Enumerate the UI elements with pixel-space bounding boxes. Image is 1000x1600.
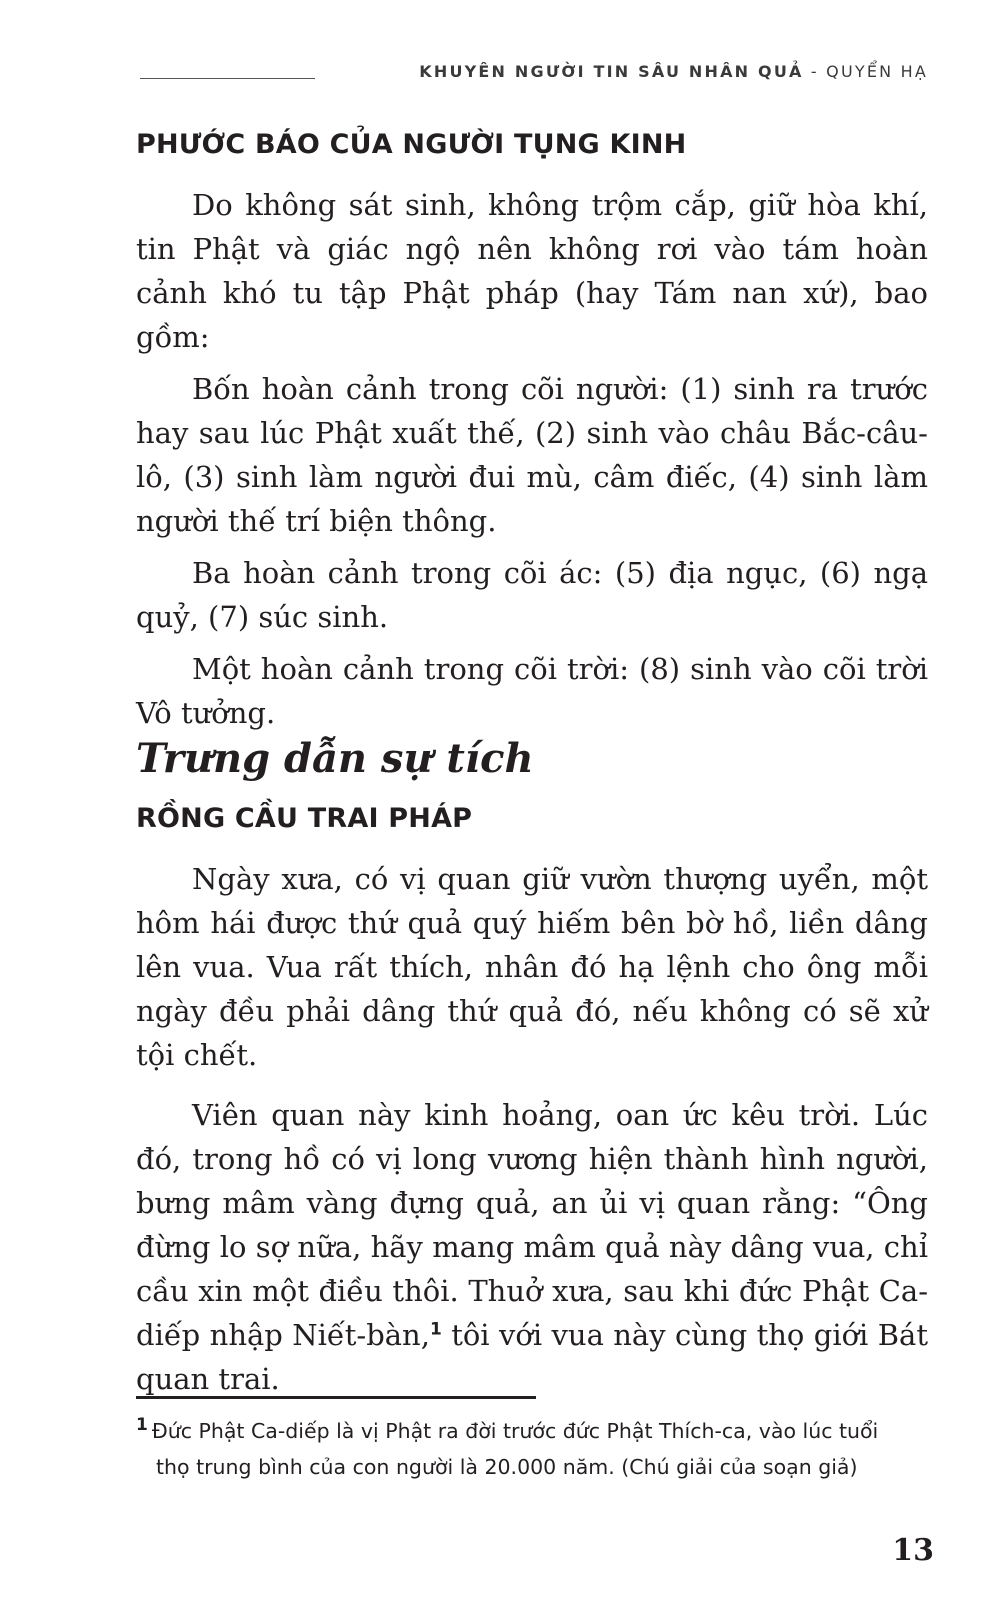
footnote-rule — [136, 1396, 536, 1399]
footnote-line — [136, 1415, 879, 1443]
paragraph: Do không sát sinh, không trộm cắp, giữ hòa khí, tin Phật và giác ngộ nên không rơi vào tám hoàn cảnh khó tu tập Phật pháp (hay Tám nan xứ), bao gồm: — [136, 188, 928, 354]
running-head — [419, 62, 928, 81]
section-heading: PHƯỚC BÁO CỦA NGƯỜI TỤNG KINH — [136, 129, 687, 160]
paragraph: Một hoàn cảnh trong cõi trời: (8) sinh vào cõi trời Vô tưởng. — [136, 652, 928, 730]
page-number: 13 — [892, 1533, 934, 1568]
paragraph-text: Viên quan này kinh hoảng, oan ức kêu trời. Lúc đó, trong hồ có vị long vương hiện thành hình người, bưng mâm vàng đựng quả, an ủi vị quan rằng: “Ông đừng lo sợ nữa, hãy mang mâm quả này dâng vua, chỉ cầu xin một điều thôi. Thuở xưa, sau khi đức Phật Ca-diếp nhập Niết-bàn, — [136, 1098, 928, 1352]
footnote-line: thọ trung bình của con người là 20.000 năm. (Chú giải của soạn giả) — [156, 1455, 858, 1479]
paragraph: Ngày xưa, có vị quan giữ vườn thượng uyển, một hôm hái được thứ quả quý hiếm bên bờ hồ, liền dâng lên vua. Vua rất thích, nhân đó hạ lệnh cho ông mỗi ngày đều phải dâng thứ quả đó, nếu không có sẽ xử tội chết. — [136, 862, 928, 1072]
paragraph-text: tôi với vua này cùng thọ giới Bát quan trai. — [136, 1318, 928, 1396]
paragraph: Bốn hoàn cảnh trong cõi người: (1) sinh ra trước hay sau lúc Phật xuất thế, (2) sinh vào châu Bắc-câu-lô, (3) sinh làm người đui mù, câm điếc, (4) sinh làm người thế trí biện thông. — [136, 372, 928, 538]
running-head-book-title: KHUYÊN NGƯỜI TIN SÂU NHÂN QUẢ — [419, 62, 804, 81]
footnote-reference[interactable]: 1 — [429, 1319, 442, 1340]
story-heading: RỒNG CẦU TRAI PHÁP — [136, 803, 473, 834]
footnote-marker: 1 — [136, 1415, 148, 1435]
section-body — [136, 183, 928, 735]
header-rule — [140, 78, 315, 79]
running-head-volume: QUYỂN HẠ — [826, 62, 928, 81]
story-title: Trưng dẫn sự tích — [136, 735, 534, 782]
paragraph: Ba hoàn cảnh trong cõi ác: (5) địa ngục, (6) ngạ quỷ, (7) súc sinh. — [136, 556, 928, 634]
story-body — [136, 857, 928, 1401]
paragraph — [136, 1093, 928, 1401]
footnote-text: Đức Phật Ca-diếp là vị Phật ra đời trước đức Phật Thích-ca, vào lúc tuổi — [151, 1419, 879, 1443]
footnote — [136, 1407, 936, 1485]
running-head-separator: - — [803, 62, 827, 81]
